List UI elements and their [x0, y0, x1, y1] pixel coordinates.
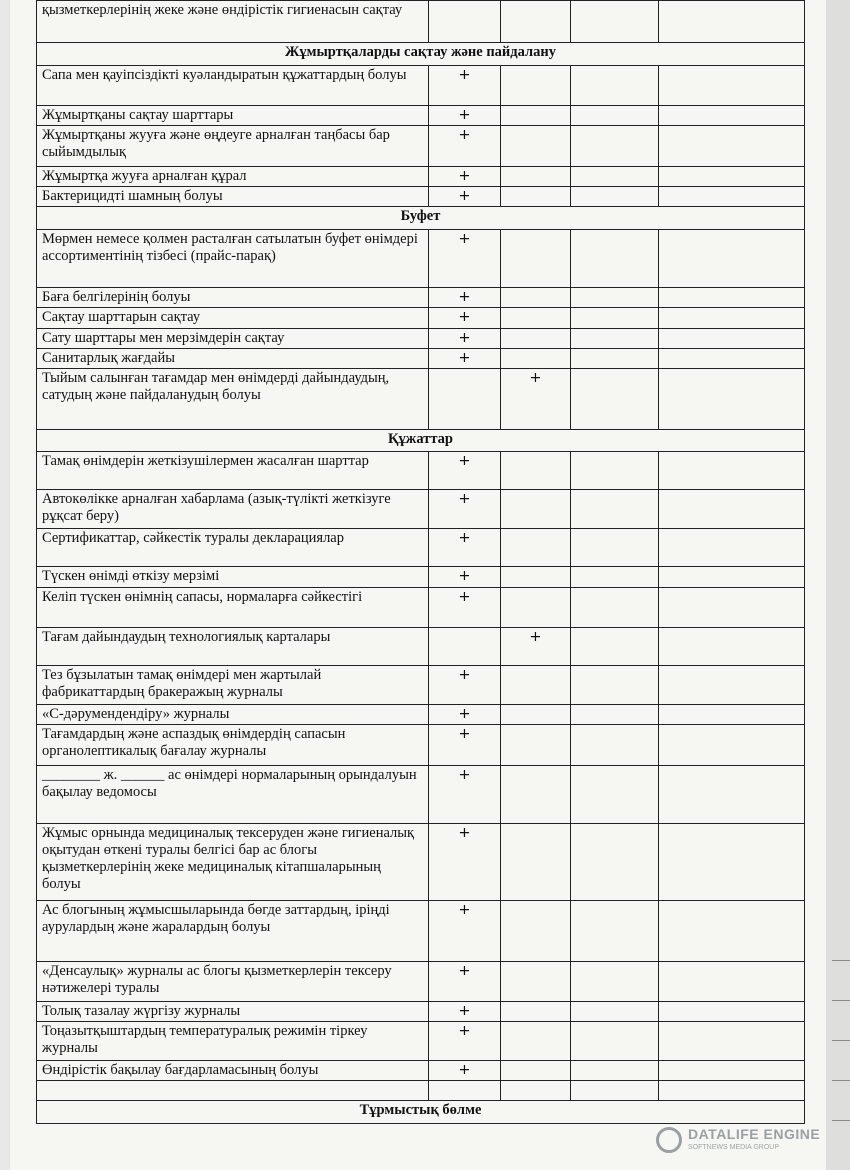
requirement-text: қызметкерлерінің жеке және өндірістік гигиенасын сақтау: [37, 1, 429, 43]
requirement-text: Тоңазытқыштардың температуралық режимін тіркеу журналы: [37, 1022, 429, 1060]
check-cell: [501, 452, 571, 490]
check-mark: +: [429, 308, 501, 328]
check-cell: [659, 1022, 805, 1060]
requirement-text: Толық тазалау жүргізу журналы: [37, 1002, 429, 1022]
table-row: [37, 1, 805, 43]
table-row: [37, 1002, 805, 1022]
check-cell: [571, 725, 659, 765]
requirement-text: «Денсаулық» журналы ас блогы қызметкерлерін тексеру нәтижелері туралы: [37, 961, 429, 1001]
check-cell: [429, 1081, 501, 1101]
check-cell: [659, 765, 805, 824]
requirement-text: Ас блогының жұмысшыларында бөгде заттардың, іріңді аурулардың және жаралардың болуы: [37, 901, 429, 962]
watermark-logo-icon: [656, 1127, 682, 1153]
check-cell: [429, 369, 501, 430]
check-mark: +: [429, 106, 501, 126]
section-title: Буфет: [37, 207, 805, 229]
check-cell: [429, 1, 501, 43]
section-title: Тұрмыстық бөлме: [37, 1101, 805, 1124]
table-row: [37, 106, 805, 126]
check-cell: [659, 961, 805, 1001]
check-cell: [571, 628, 659, 666]
check-cell: [571, 961, 659, 1001]
check-mark: +: [429, 567, 501, 587]
check-cell: [659, 824, 805, 901]
check-cell: [571, 1081, 659, 1101]
check-cell: [571, 65, 659, 105]
requirement-text: ________ ж. ______ ас өнімдері нормаларының орындалуын бақылау ведомосы: [37, 765, 429, 824]
check-cell: [571, 348, 659, 368]
check-mark: +: [429, 229, 501, 288]
check-cell: [501, 1060, 571, 1080]
requirement-text: Жұмыртқаны жууға және өңдеуге арналған таңбасы бар сыйымдылық: [37, 126, 429, 166]
check-cell: [659, 106, 805, 126]
check-cell: [571, 452, 659, 490]
table-row: [37, 528, 805, 566]
requirement-text: Жұмыртқаны сақтау шарттары: [37, 106, 429, 126]
check-cell: [501, 328, 571, 348]
requirement-text: Тағам дайындаудың технологиялық карталары: [37, 628, 429, 666]
table-row: [37, 1081, 805, 1101]
table-row: [37, 765, 805, 824]
requirement-text: Сертификаттар, сәйкестік туралы декларациялар: [37, 528, 429, 566]
check-cell: [659, 528, 805, 566]
requirement-text: Тағамдардың және аспаздық өнімдердің сапасын органолептикалық бағалау журналы: [37, 725, 429, 765]
check-mark: +: [429, 725, 501, 765]
requirement-text: Бактерицидті шамның болуы: [37, 187, 429, 207]
check-cell: [571, 1022, 659, 1060]
check-cell: [571, 288, 659, 308]
table-row: [37, 901, 805, 962]
check-cell: [659, 901, 805, 962]
table-row: [37, 824, 805, 901]
check-cell: [501, 567, 571, 587]
check-mark: +: [429, 348, 501, 368]
check-mark: +: [501, 369, 571, 430]
check-cell: [571, 587, 659, 627]
check-mark: +: [429, 901, 501, 962]
section-title: Жұмыртқаларды сақтау және пайдалану: [37, 43, 805, 65]
check-cell: [501, 666, 571, 704]
check-cell: [659, 704, 805, 724]
check-cell: [501, 126, 571, 166]
check-cell: [571, 369, 659, 430]
check-cell: [571, 1002, 659, 1022]
check-cell: [571, 308, 659, 328]
table-row: [37, 961, 805, 1001]
table-row: [37, 369, 805, 430]
check-mark: +: [429, 1002, 501, 1022]
check-cell: [571, 901, 659, 962]
check-mark: +: [429, 666, 501, 704]
requirement-text: Тыйым салынған тағамдар мен өнімдерді дайындаудың, сатудың және пайдаланудың болуы: [37, 369, 429, 430]
check-mark: +: [429, 65, 501, 105]
requirement-text: Мөрмен немесе қолмен расталған сатылатын буфет өнімдері ассортиментінің тізбесі (прайс-парақ): [37, 229, 429, 288]
table-row: [37, 166, 805, 186]
check-cell: [659, 1060, 805, 1080]
section-header-row: [37, 207, 805, 229]
check-mark: +: [429, 288, 501, 308]
table-row: [37, 666, 805, 704]
check-cell: [659, 166, 805, 186]
check-cell: [571, 765, 659, 824]
check-cell: [659, 587, 805, 627]
check-cell: [659, 288, 805, 308]
check-cell: [571, 229, 659, 288]
check-cell: [659, 348, 805, 368]
check-mark: +: [429, 187, 501, 207]
page-edge: [826, 0, 850, 1170]
table-row: [37, 704, 805, 724]
table-row: [37, 288, 805, 308]
requirement-text: Келіп түскен өнімнің сапасы, нормаларға сәйкестігі: [37, 587, 429, 627]
check-cell: [501, 587, 571, 627]
requirement-text: Санитарлық жағдайы: [37, 348, 429, 368]
watermark: [656, 1124, 836, 1164]
check-cell: [659, 1002, 805, 1022]
check-cell: [571, 666, 659, 704]
check-cell: [571, 824, 659, 901]
requirement-text: Жұмыс орнында медициналық тексеруден және гигиеналық оқытудан өткені туралы белгісі бар ас блогы қызметкерлерінің жеке медициналық кітапшаларының болуы: [37, 824, 429, 901]
check-mark: +: [501, 628, 571, 666]
check-cell: [659, 567, 805, 587]
requirement-text: Жұмыртқа жууға арналған құрал: [37, 166, 429, 186]
table-row: [37, 187, 805, 207]
check-cell: [659, 229, 805, 288]
section-header-row: [37, 1101, 805, 1124]
table-row: [37, 452, 805, 490]
check-cell: [501, 65, 571, 105]
watermark-subtitle: SOFTNEWS MEDIA GROUP: [688, 1144, 780, 1151]
check-mark: +: [429, 587, 501, 627]
check-cell: [659, 1, 805, 43]
requirement-text: Тамақ өнімдерін жеткізушілермен жасалған шарттар: [37, 452, 429, 490]
requirement-text: Сату шарттары мен мерзімдерін сақтау: [37, 328, 429, 348]
check-cell: [571, 567, 659, 587]
check-cell: [501, 1081, 571, 1101]
check-cell: [659, 328, 805, 348]
check-cell: [659, 666, 805, 704]
check-cell: [501, 348, 571, 368]
check-mark: +: [429, 490, 501, 528]
check-cell: [659, 628, 805, 666]
table-row: [37, 348, 805, 368]
check-mark: +: [429, 961, 501, 1001]
requirement-text: Баға белгілерінің болуы: [37, 288, 429, 308]
check-cell: [501, 704, 571, 724]
requirement-text: [37, 1081, 429, 1101]
check-mark: +: [429, 452, 501, 490]
check-cell: [659, 308, 805, 328]
check-mark: +: [429, 1022, 501, 1060]
check-cell: [501, 765, 571, 824]
check-cell: [571, 187, 659, 207]
section-header-row: [37, 43, 805, 65]
check-cell: [571, 126, 659, 166]
table-row: [37, 1060, 805, 1080]
table-row: [37, 587, 805, 627]
check-cell: [571, 704, 659, 724]
check-cell: [501, 1022, 571, 1060]
check-cell: [571, 1060, 659, 1080]
table-row: [37, 328, 805, 348]
check-mark: +: [429, 328, 501, 348]
check-cell: [659, 725, 805, 765]
table-row: [37, 229, 805, 288]
table-row: [37, 567, 805, 587]
check-mark: +: [429, 704, 501, 724]
check-cell: [429, 628, 501, 666]
check-cell: [659, 126, 805, 166]
check-cell: [571, 106, 659, 126]
requirement-text: Тез бұзылатын тамақ өнімдері мен жартылай фабрикаттардың бракеражың журналы: [37, 666, 429, 704]
check-cell: [501, 725, 571, 765]
check-mark: +: [429, 126, 501, 166]
check-cell: [571, 528, 659, 566]
requirement-text: Сапа мен қауіпсіздікті куәландыратын құжаттардың болуы: [37, 65, 429, 105]
check-mark: +: [429, 765, 501, 824]
requirement-text: Өндірістік бақылау бағдарламасының болуы: [37, 1060, 429, 1080]
requirement-text: Түскен өнімді өткізу мерзімі: [37, 567, 429, 587]
table-row: [37, 628, 805, 666]
requirement-text: Автокөлікке арналған хабарлама (азық-түлікті жеткізуге рұқсат беру): [37, 490, 429, 528]
table-row: [37, 725, 805, 765]
requirement-text: «С-дәрумендендіру» журналы: [37, 704, 429, 724]
check-cell: [659, 452, 805, 490]
check-cell: [501, 961, 571, 1001]
check-cell: [659, 65, 805, 105]
check-cell: [501, 229, 571, 288]
check-mark: +: [429, 1060, 501, 1080]
check-cell: [571, 1, 659, 43]
check-cell: [501, 528, 571, 566]
table-row: [37, 65, 805, 105]
check-cell: [501, 308, 571, 328]
check-cell: [501, 288, 571, 308]
check-cell: [501, 490, 571, 528]
check-cell: [659, 369, 805, 430]
check-mark: +: [429, 166, 501, 186]
check-cell: [501, 106, 571, 126]
check-cell: [659, 1081, 805, 1101]
check-cell: [659, 490, 805, 528]
check-cell: [501, 166, 571, 186]
watermark-title: DATALIFE ENGINE: [688, 1126, 821, 1142]
section-header-row: [37, 429, 805, 451]
check-cell: [571, 490, 659, 528]
check-cell: [571, 328, 659, 348]
check-mark: +: [429, 528, 501, 566]
check-cell: [501, 901, 571, 962]
inspection-checklist-table: [36, 0, 805, 1124]
check-mark: +: [429, 824, 501, 901]
table-row: [37, 308, 805, 328]
check-cell: [659, 187, 805, 207]
check-cell: [501, 1, 571, 43]
check-cell: [571, 166, 659, 186]
check-cell: [501, 824, 571, 901]
check-cell: [501, 1002, 571, 1022]
section-title: Құжаттар: [37, 429, 805, 451]
table-row: [37, 490, 805, 528]
check-cell: [501, 187, 571, 207]
table-row: [37, 126, 805, 166]
requirement-text: Сақтау шарттарын сақтау: [37, 308, 429, 328]
table-row: [37, 1022, 805, 1060]
